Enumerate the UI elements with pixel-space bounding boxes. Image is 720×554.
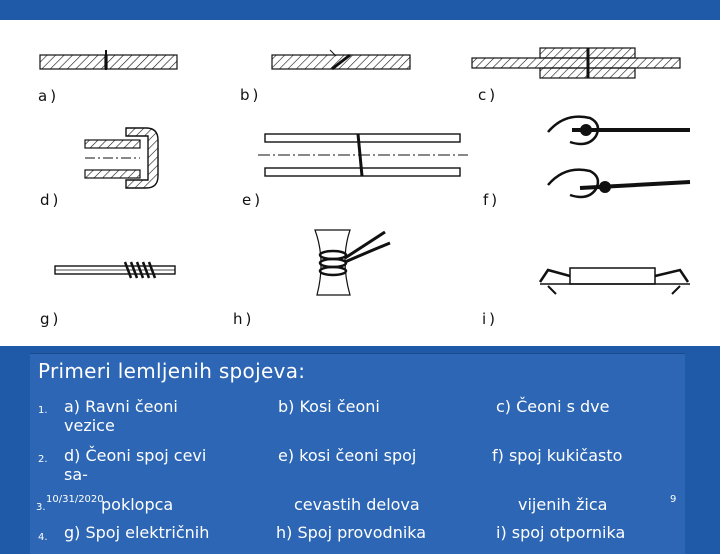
joint-c-drawing bbox=[472, 48, 680, 78]
divider bbox=[0, 340, 720, 346]
caption-title: Primeri lemljenih spojeva: bbox=[38, 359, 306, 383]
figure-label-b: b) bbox=[240, 86, 262, 104]
figure-label-f: f) bbox=[483, 191, 501, 209]
caption-row4-col3: i) spoj otpornika bbox=[496, 523, 626, 542]
caption-row1-col3: c) Čeoni s dve bbox=[496, 397, 610, 416]
joint-e-drawing bbox=[258, 134, 468, 176]
list-number-4: 4. bbox=[38, 532, 48, 543]
figure-label-h: h) bbox=[233, 310, 255, 328]
slide-number: 9 bbox=[670, 494, 677, 505]
caption-row1-col1 bbox=[64, 397, 264, 435]
caption-row2-col3: f) spoj kukičasto bbox=[492, 446, 623, 465]
joint-g-drawing bbox=[55, 262, 175, 278]
figure-label-a: a) bbox=[38, 87, 60, 105]
caption-row3-col3: vijenih žica bbox=[518, 495, 608, 514]
caption-row3-col1: poklopca bbox=[101, 495, 174, 514]
figure-label-d: d) bbox=[40, 191, 62, 209]
list-number-1: 1. bbox=[38, 405, 48, 416]
joint-a-drawing bbox=[40, 50, 177, 70]
joint-i-drawing bbox=[540, 268, 690, 294]
caption-row2-col1-line1: d) Čeoni spoj cevi bbox=[64, 446, 207, 465]
joint-h-drawing bbox=[315, 230, 390, 295]
caption-row2-col2: e) kosi čeoni spoj bbox=[278, 446, 417, 465]
caption-row1-col1-line1: a) Ravni čeoni bbox=[64, 397, 178, 416]
caption-row4-col1: g) Spoj električnih bbox=[64, 523, 210, 542]
slide-date: 10/31/2020 bbox=[46, 494, 104, 505]
joint-b-drawing bbox=[272, 50, 410, 69]
figure-label-e: e) bbox=[242, 191, 264, 209]
figure-label-c: c) bbox=[478, 86, 499, 104]
caption-row1-col2: b) Kosi čeoni bbox=[278, 397, 380, 416]
caption-row4-col2: h) Spoj provodnika bbox=[276, 523, 427, 542]
figure-label-g: g) bbox=[40, 310, 62, 328]
figure-label-i: i) bbox=[482, 310, 499, 328]
joint-f-drawing bbox=[548, 117, 690, 197]
caption-row2-col1 bbox=[64, 446, 264, 484]
caption-row2-col1-line2: sa- bbox=[64, 465, 88, 484]
caption-row1-col1-line2: vezice bbox=[64, 416, 115, 435]
list-number-3: 3. bbox=[36, 502, 46, 513]
list-number-2: 2. bbox=[38, 454, 48, 465]
caption-row3-col2: cevastih delova bbox=[294, 495, 420, 514]
joint-d-drawing bbox=[85, 128, 158, 188]
